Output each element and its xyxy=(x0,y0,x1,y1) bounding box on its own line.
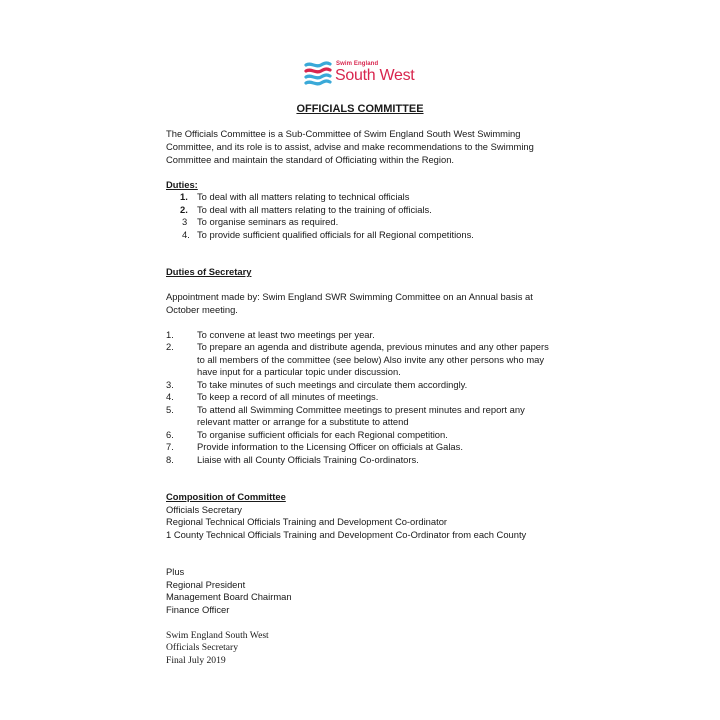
duty-text: To deal with all matters relating to the training of officials. xyxy=(197,204,432,215)
secretary-item-text: to all members of the committee (see below) Also invite any other persons who may xyxy=(197,354,545,365)
secretary-item-number: 7. xyxy=(166,441,174,452)
secretary-item-number: 3. xyxy=(166,379,174,390)
secretary-item-number: 1. xyxy=(166,329,174,340)
page-title: OFFICIALS COMMITTEE xyxy=(296,103,424,115)
plus-member: Finance Officer xyxy=(166,604,230,615)
swim-england-wave-icon xyxy=(304,61,332,87)
secretary-item-text: Liaise with all County Officials Training Co-ordinators. xyxy=(197,454,419,465)
plus-member: Regional President xyxy=(166,579,246,590)
duty-number: 3 xyxy=(182,216,188,227)
logo-top-text: Swim England xyxy=(336,61,379,67)
intro-line: Committee, and its role is to assist, advise and make recommendations to the Swimming xyxy=(166,141,534,152)
duty-text: To deal with all matters relating to technical officials xyxy=(197,191,410,202)
duty-text: To organise seminars as required. xyxy=(197,216,339,227)
secretary-item-text: relevant matter or arrange for a substitute to attend xyxy=(197,416,409,427)
intro-line: The Officials Committee is a Sub-Committee of Swim England South West Swimming xyxy=(166,128,521,139)
appointment-line: Appointment made by: Swim England SWR Swimming Committee on an Annual basis at xyxy=(166,291,533,302)
plus-member: Management Board Chairman xyxy=(166,591,292,602)
secretary-item-number: 5. xyxy=(166,404,174,415)
footer-line: Final July 2019 xyxy=(166,655,226,666)
secretary-item-text: To organise sufficient officials for each Regional competition. xyxy=(197,429,448,440)
composition-member: Officials Secretary xyxy=(166,504,242,515)
duty-number: 1. xyxy=(180,191,188,202)
secretary-item-text: To keep a record of all minutes of meetings. xyxy=(197,391,379,402)
secretary-item-text: To convene at least two meetings per year. xyxy=(197,329,375,340)
secretary-item-number: 6. xyxy=(166,429,174,440)
secretary-item-text: To prepare an agenda and distribute agenda, previous minutes and any other papers xyxy=(197,341,549,352)
plus-label: Plus xyxy=(166,566,185,577)
secretary-item-text: have input for a particular topic under discussion. xyxy=(197,366,401,377)
duties-heading: Duties: xyxy=(166,179,198,190)
footer-line: Officials Secretary xyxy=(166,642,239,653)
composition-member: 1 County Technical Officials Training and Development Co-Ordinator from each County xyxy=(166,529,527,540)
swim-england-logo xyxy=(304,60,420,88)
composition-member: Regional Technical Officials Training and Development Co-ordinator xyxy=(166,516,448,527)
secretary-item-number: 2. xyxy=(166,341,174,352)
logo-name: South West xyxy=(335,67,415,84)
secretary-item-number: 8. xyxy=(166,454,174,465)
secretary-item-text: To attend all Swimming Committee meetings to present minutes and report any xyxy=(197,404,525,415)
secretary-item-number: 4. xyxy=(166,391,174,402)
duty-number: 2. xyxy=(180,204,188,215)
duty-number: 4. xyxy=(182,229,190,240)
duty-text: To provide sufficient qualified officials for all Regional competitions. xyxy=(197,229,474,240)
appointment-line: October meeting. xyxy=(166,304,238,315)
secretary-item-text: Provide information to the Licensing Officer on officials at Galas. xyxy=(197,441,463,452)
footer-line: Swim England South West xyxy=(166,630,269,641)
composition-heading: Composition of Committee xyxy=(166,491,286,502)
secretary-item-text: To take minutes of such meetings and circulate them accordingly. xyxy=(197,379,468,390)
secretary-heading: Duties of Secretary xyxy=(166,266,252,277)
intro-line: Committee and maintain the standard of Officiating within the Region. xyxy=(166,154,455,165)
